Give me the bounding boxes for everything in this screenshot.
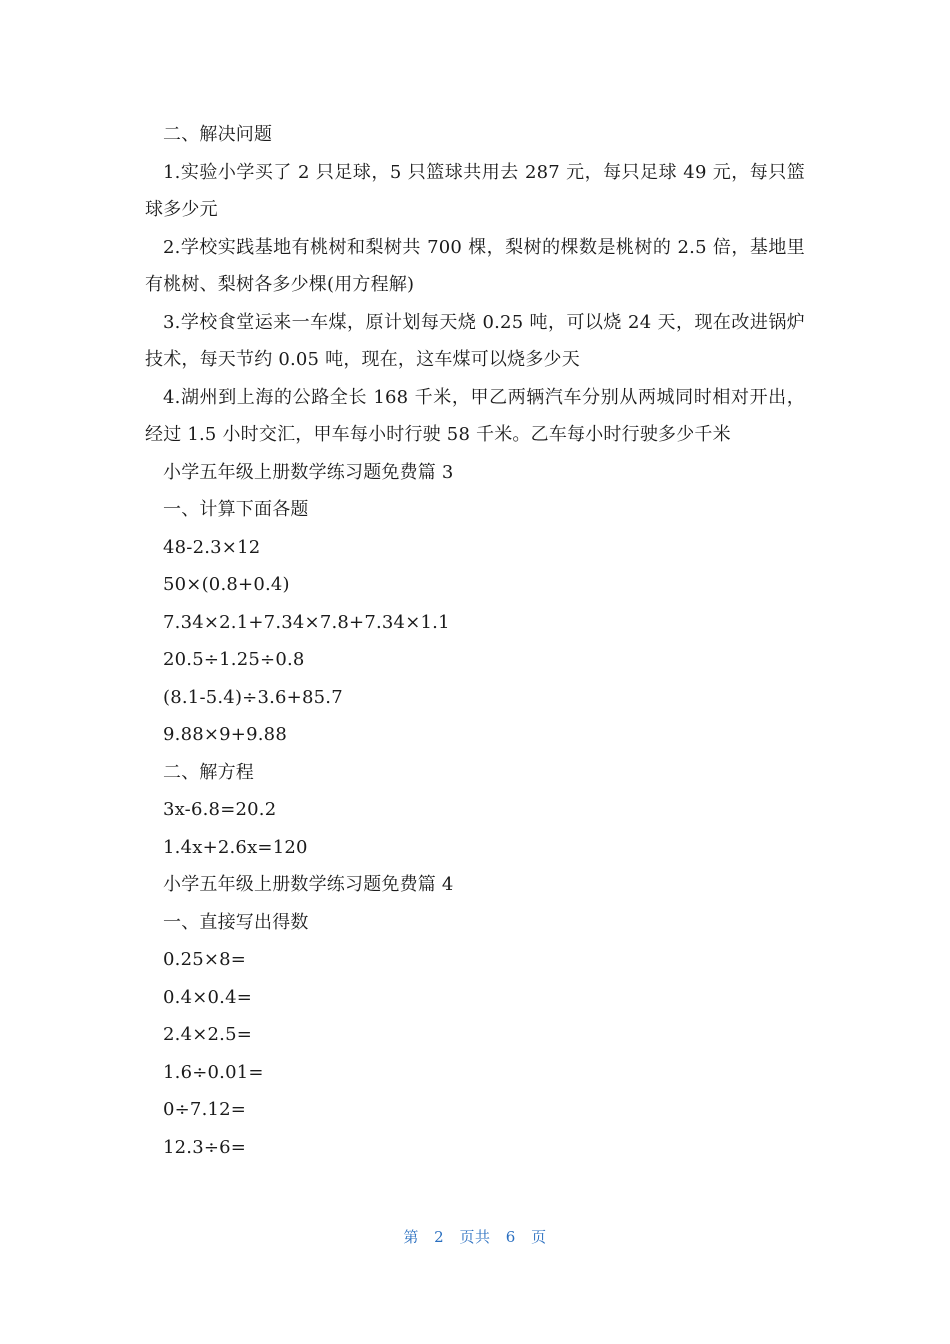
calc-item: 48-2.3×12 xyxy=(163,536,261,558)
direct-item: 12.3÷6= xyxy=(163,1136,247,1158)
chapter-4-title: 小学五年级上册数学练习题免费篇 4 xyxy=(163,874,454,895)
page-number-footer xyxy=(0,1226,950,1247)
page-label-suffix: 页 xyxy=(531,1228,547,1246)
calc-item: 20.5÷1.25÷0.8 xyxy=(163,649,305,670)
equation-item: 1.4x+2.6x=120 xyxy=(163,836,308,858)
section-heading-direct-answers: 一、直接写出得数 xyxy=(163,911,309,933)
direct-item: 0.25×8= xyxy=(163,949,247,970)
section-heading-solve-problems: 二、解决问题 xyxy=(163,124,273,145)
direct-item: 1.6÷0.01= xyxy=(163,1061,264,1083)
calc-item: (8.1-5.4)÷3.6+85.7 xyxy=(163,686,343,708)
section-heading-calculate: 一、计算下面各题 xyxy=(163,499,309,520)
direct-item: 0.4×0.4= xyxy=(163,986,253,1008)
direct-item: 2.4×2.5= xyxy=(163,1024,253,1045)
current-page-number: 2 xyxy=(434,1228,445,1246)
equation-item: 3x-6.8=20.2 xyxy=(163,799,277,820)
problem-1: 1.实验小学买了 2 只足球，5 只篮球共用去 287 元，每只足球 49 元，每只篮球多少元 xyxy=(145,161,805,220)
direct-item: 0÷7.12= xyxy=(163,1099,247,1120)
document-body xyxy=(145,116,805,1166)
problem-3: 3.学校食堂运来一车煤，原计划每天烧 0.25 吨，可以烧 24 天，现在改进锅炉技术，每天节约 0.05 吨，现在，这车煤可以烧多少天 xyxy=(145,311,805,370)
problem-2: 2.学校实践基地有桃树和梨树共 700 棵，梨树的棵数是桃树的 2.5 倍，基地里有桃树、梨树各多少棵(用方程解) xyxy=(145,236,805,295)
problem-4: 4.湖州到上海的公路全长 168 千米，甲乙两辆汽车分别从两城同时相对开出，经过 1.5 小时交汇，甲车每小时行驶 58 千米。乙车每小时行驶多少千米 xyxy=(145,386,805,445)
total-pages-number: 6 xyxy=(505,1228,516,1246)
calc-item: 7.34×2.1+7.34×7.8+7.34×1.1 xyxy=(163,611,450,633)
chapter-3-title: 小学五年级上册数学练习题免费篇 3 xyxy=(163,461,454,483)
calc-item: 50×(0.8+0.4) xyxy=(163,574,290,595)
page-label-mid: 页共 xyxy=(459,1228,491,1246)
calc-item: 9.88×9+9.88 xyxy=(163,724,287,745)
page-label-prefix: 第 xyxy=(403,1228,419,1246)
section-heading-equations: 二、解方程 xyxy=(163,761,254,783)
